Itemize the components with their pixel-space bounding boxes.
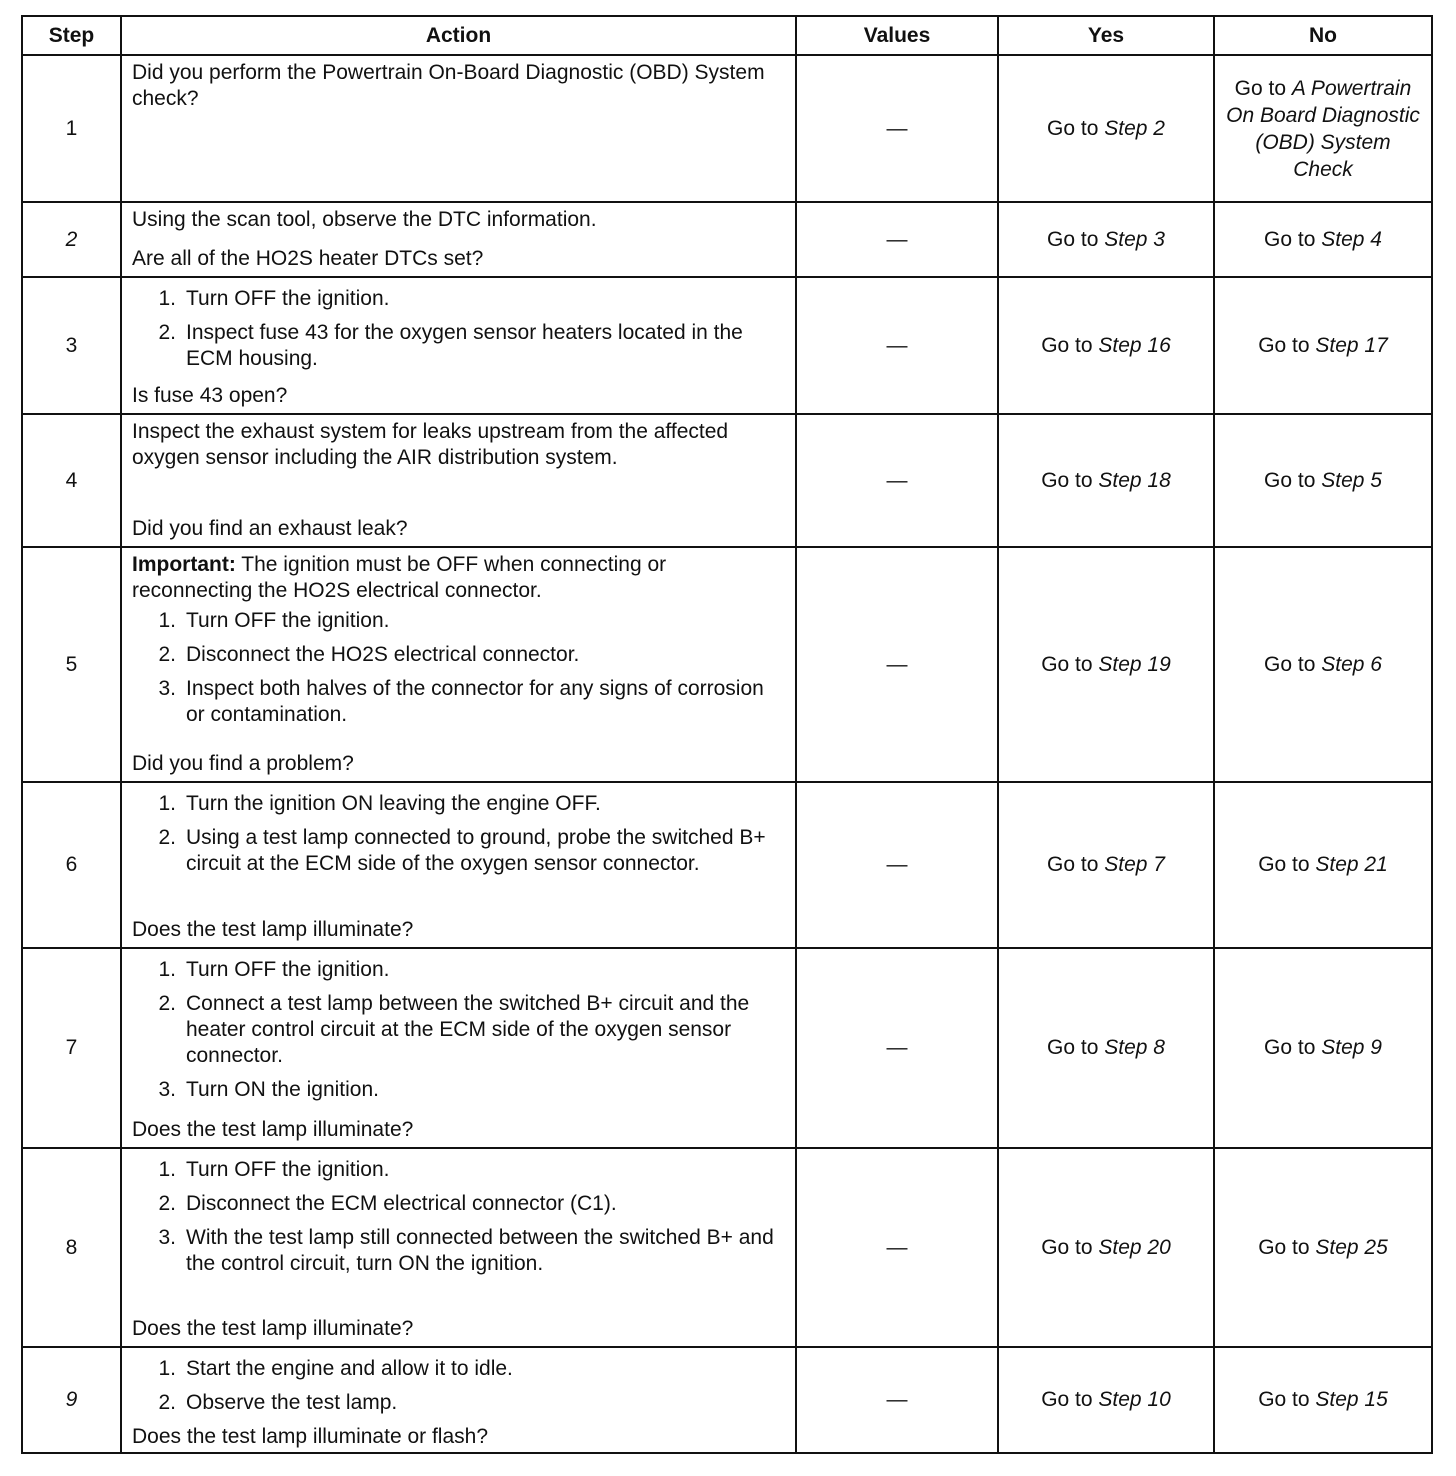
action-body <box>132 419 785 471</box>
action-step-number: 3. <box>158 1078 176 1101</box>
goto-prefix: Go to <box>1047 227 1105 251</box>
action-step-item <box>132 320 785 372</box>
action-steps-list <box>132 957 785 1103</box>
goto-ref: Step 5 <box>1321 468 1382 492</box>
header-row <box>22 16 1432 55</box>
step-cell: 1 <box>22 55 121 202</box>
action-step-item <box>132 825 785 877</box>
header-values: Values <box>796 16 998 55</box>
goto-prefix: Go to <box>1258 1388 1316 1411</box>
action-content <box>132 415 785 546</box>
action-step-number: 1. <box>158 792 176 815</box>
value-text: — <box>886 227 908 251</box>
goto-ref: Step 17 <box>1315 333 1388 357</box>
action-step-number: 1. <box>158 609 176 632</box>
goto-ref: Step 4 <box>1321 227 1382 251</box>
step-cell: 3 <box>22 277 121 414</box>
action-content <box>132 1348 785 1452</box>
table-row <box>22 1347 1432 1453</box>
goto-ref: Step 20 <box>1098 1235 1171 1259</box>
no-cell <box>1214 202 1432 277</box>
action-intro <box>132 60 785 112</box>
action-step-text: With the test lamp still connected between the switched B+ and the control circuit, turn ON the ignition. <box>186 1226 774 1275</box>
yes-cell <box>998 782 1214 948</box>
step-cell: 8 <box>22 1148 121 1347</box>
important-label: Important: <box>132 553 236 576</box>
value-text: — <box>886 1388 908 1411</box>
action-step-item <box>132 1390 785 1416</box>
action-intro <box>132 207 785 233</box>
action-body <box>132 787 785 885</box>
values-cell <box>796 782 998 948</box>
action-cell <box>121 1347 796 1453</box>
header-step: Step <box>22 16 121 55</box>
goto-prefix: Go to <box>1264 1036 1322 1059</box>
goto-prefix: Go to <box>1041 1235 1099 1259</box>
value-text: — <box>886 853 908 876</box>
value-text: — <box>886 652 908 676</box>
value-text: — <box>886 116 908 140</box>
action-question: Does the test lamp illuminate or flash? <box>132 1425 489 1448</box>
action-step-item <box>132 791 785 817</box>
action-question: Is fuse 43 open? <box>132 384 288 407</box>
table-row <box>22 55 1432 202</box>
action-body <box>132 1352 785 1424</box>
action-body <box>132 552 785 736</box>
action-step-number: 1. <box>158 958 176 981</box>
action-step-text: Disconnect the ECM electrical connector (C1). <box>186 1192 617 1215</box>
no-cell <box>1214 948 1432 1148</box>
step-cell: 2 <box>22 202 121 277</box>
action-body <box>132 60 785 112</box>
yes-cell <box>998 1148 1214 1347</box>
goto-prefix: Go to <box>1047 1036 1105 1059</box>
action-steps-list <box>132 791 785 877</box>
table-row <box>22 782 1432 948</box>
action-cell <box>121 55 796 202</box>
goto-prefix: Go to <box>1047 853 1105 876</box>
goto-ref: Step 7 <box>1104 853 1165 876</box>
action-step-text: Turn OFF the ignition. <box>186 1158 390 1181</box>
no-cell <box>1214 277 1432 414</box>
action-step-text: Turn OFF the ignition. <box>186 958 390 981</box>
action-step-number: 2. <box>158 321 176 344</box>
header-no: No <box>1214 16 1432 55</box>
action-step-text: Turn ON the ignition. <box>186 1078 379 1101</box>
action-question: Does the test lamp illuminate? <box>132 918 414 941</box>
goto-ref: Step 25 <box>1315 1235 1388 1259</box>
action-question: Did you find a problem? <box>132 752 354 775</box>
goto-ref: Step 6 <box>1321 652 1382 676</box>
table-row <box>22 202 1432 277</box>
step-cell: 9 <box>22 1347 121 1453</box>
action-step-item <box>132 1191 785 1217</box>
action-step-number: 1. <box>158 1158 176 1181</box>
goto-prefix: Go to <box>1041 652 1099 676</box>
goto-ref: Step 16 <box>1098 333 1171 357</box>
action-intro-text: Using the scan tool, observe the DTC information. <box>132 208 597 231</box>
goto-ref: Step 21 <box>1315 853 1388 876</box>
table-row <box>22 1148 1432 1347</box>
goto-prefix: Go to <box>1047 116 1105 140</box>
action-steps-list <box>132 1356 785 1416</box>
action-step-item <box>132 1225 785 1277</box>
action-step-text: Using a test lamp connected to ground, probe the switched B+ circuit at the ECM side of the oxygen sensor connector. <box>186 826 766 875</box>
action-content <box>132 949 785 1147</box>
action-step-text: Turn OFF the ignition. <box>186 609 390 632</box>
goto-prefix: Go to <box>1041 1388 1099 1411</box>
header-action: Action <box>121 16 796 55</box>
action-cell <box>121 948 796 1148</box>
action-body <box>132 207 785 233</box>
action-step-number: 3. <box>158 1226 176 1249</box>
goto-prefix: Go to <box>1041 333 1099 357</box>
action-step-number: 2. <box>158 826 176 849</box>
goto-prefix: Go to <box>1258 333 1316 357</box>
goto-ref: A Powertrain On Board Diagnostic (OBD) System Check <box>1226 76 1420 181</box>
action-step-number: 1. <box>158 287 176 310</box>
table-row <box>22 414 1432 547</box>
values-cell <box>796 1148 998 1347</box>
step-cell: 7 <box>22 948 121 1148</box>
action-step-text: Disconnect the HO2S electrical connector. <box>186 643 580 666</box>
yes-cell <box>998 414 1214 547</box>
values-cell <box>796 55 998 202</box>
value-text: — <box>886 333 908 357</box>
action-question: Does the test lamp illuminate? <box>132 1118 414 1141</box>
goto-ref: Step 15 <box>1315 1388 1388 1411</box>
goto-prefix: Go to <box>1258 1235 1316 1259</box>
step-cell: 5 <box>22 547 121 782</box>
goto-prefix: Go to <box>1041 468 1099 492</box>
action-step-item <box>132 1077 785 1103</box>
action-step-item <box>132 608 785 634</box>
table-body <box>22 55 1432 1453</box>
action-step-number: 2. <box>158 992 176 1015</box>
values-cell <box>796 414 998 547</box>
action-steps-list <box>132 1157 785 1277</box>
action-intro-text: Inspect the exhaust system for leaks upstream from the affected oxygen sensor including the AIR distribution system. <box>132 420 729 469</box>
table-row <box>22 948 1432 1148</box>
action-question: Are all of the HO2S heater DTCs set? <box>132 247 484 270</box>
action-cell <box>121 547 796 782</box>
goto-ref: Step 3 <box>1104 227 1165 251</box>
goto-ref: Step 19 <box>1098 652 1171 676</box>
action-content <box>132 56 785 201</box>
values-cell <box>796 277 998 414</box>
action-cell <box>121 414 796 547</box>
action-step-item <box>132 1157 785 1183</box>
action-question: Did you find an exhaust leak? <box>132 517 408 540</box>
step-cell: 4 <box>22 414 121 547</box>
action-step-item <box>132 286 785 312</box>
values-cell <box>796 202 998 277</box>
action-step-text: Turn the ignition ON leaving the engine OFF. <box>186 792 601 815</box>
action-step-text: Connect a test lamp between the switched B+ circuit and the heater control circuit at the ECM side of the oxygen sensor connector. <box>186 992 750 1067</box>
yes-cell <box>998 202 1214 277</box>
action-step-number: 2. <box>158 643 176 666</box>
action-cell <box>121 202 796 277</box>
action-body <box>132 282 785 380</box>
no-cell <box>1214 1148 1432 1347</box>
action-content <box>132 548 785 781</box>
value-text: — <box>886 1235 908 1259</box>
action-cell <box>121 277 796 414</box>
action-content <box>132 278 785 413</box>
action-body <box>132 953 785 1111</box>
step-cell: 6 <box>22 782 121 948</box>
action-step-number: 3. <box>158 677 176 700</box>
action-step-item <box>132 991 785 1069</box>
action-step-item <box>132 1356 785 1382</box>
action-step-number: 2. <box>158 1391 176 1414</box>
no-cell <box>1214 547 1432 782</box>
yes-cell <box>998 547 1214 782</box>
action-step-item <box>132 642 785 668</box>
action-intro <box>132 419 785 471</box>
yes-cell <box>998 948 1214 1148</box>
values-cell <box>796 948 998 1148</box>
no-cell <box>1214 1347 1432 1453</box>
action-steps-list <box>132 608 785 728</box>
goto-prefix: Go to <box>1258 853 1316 876</box>
action-content <box>132 1149 785 1346</box>
action-question: Does the test lamp illuminate? <box>132 1317 414 1340</box>
table-row <box>22 277 1432 414</box>
action-step-text: Inspect both halves of the connector for any signs of corrosion or contamination. <box>186 677 764 726</box>
goto-ref: Step 18 <box>1098 468 1171 492</box>
goto-ref: Step 8 <box>1104 1036 1165 1059</box>
goto-ref: Step 10 <box>1098 1388 1171 1411</box>
action-body <box>132 1153 785 1285</box>
action-cell <box>121 782 796 948</box>
yes-cell <box>998 55 1214 202</box>
no-cell <box>1214 782 1432 948</box>
action-step-text: Turn OFF the ignition. <box>186 287 390 310</box>
action-steps-list <box>132 286 785 372</box>
action-intro-text: The ignition must be OFF when connecting or reconnecting the HO2S electrical connector. <box>132 553 667 602</box>
action-step-text: Observe the test lamp. <box>186 1391 398 1414</box>
no-cell <box>1214 55 1432 202</box>
goto-ref: Step 9 <box>1321 1036 1382 1059</box>
action-content <box>132 783 785 947</box>
table-row <box>22 547 1432 782</box>
action-step-item <box>132 676 785 728</box>
action-cell <box>121 1148 796 1347</box>
goto-ref: Step 2 <box>1104 116 1165 140</box>
goto-prefix: Go to <box>1234 76 1292 100</box>
action-step-text: Inspect fuse 43 for the oxygen sensor heaters located in the ECM housing. <box>186 321 743 370</box>
action-step-text: Start the engine and allow it to idle. <box>186 1357 513 1380</box>
goto-prefix: Go to <box>1264 652 1322 676</box>
action-intro-text: Did you perform the Powertrain On-Board Diagnostic (OBD) System check? <box>132 61 765 110</box>
no-cell <box>1214 414 1432 547</box>
diagnostic-table <box>21 15 1433 1454</box>
goto-prefix: Go to <box>1264 468 1322 492</box>
action-content <box>132 203 785 276</box>
value-text: — <box>886 1036 908 1059</box>
yes-cell <box>998 1347 1214 1453</box>
header-yes: Yes <box>998 16 1214 55</box>
action-step-item <box>132 957 785 983</box>
action-intro <box>132 552 785 604</box>
value-text: — <box>886 468 908 492</box>
values-cell <box>796 547 998 782</box>
values-cell <box>796 1347 998 1453</box>
action-step-number: 2. <box>158 1192 176 1215</box>
goto-prefix: Go to <box>1264 227 1322 251</box>
yes-cell <box>998 277 1214 414</box>
action-step-number: 1. <box>158 1357 176 1380</box>
